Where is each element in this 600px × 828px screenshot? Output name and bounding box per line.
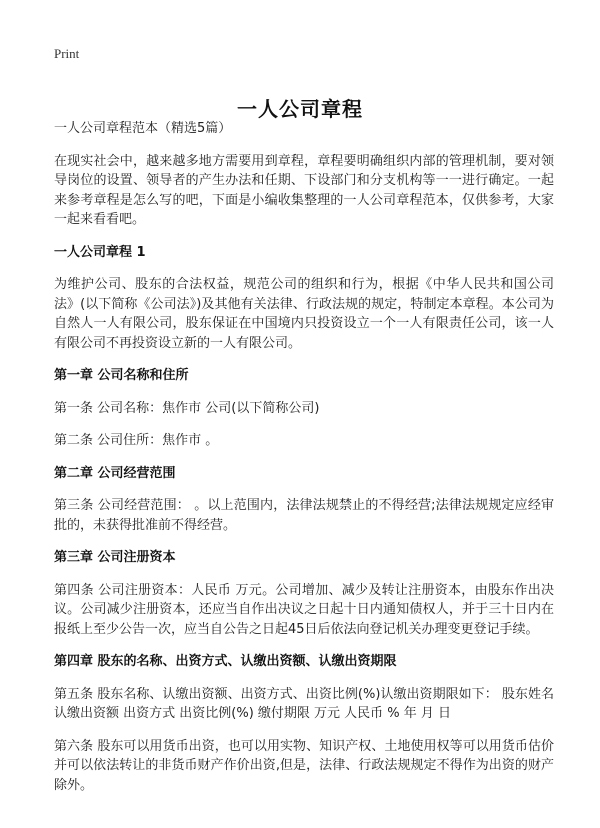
intro-paragraph: 在现实社会中，越来越多地方需要用到章程，章程要明确组织内部的管理机制，要对领导岗位的设置、领导者的产生办法和任期、下设部门和分支机构等一一进行确定。一起来参考章程是怎么写的吧，下面是小编收集整理的一人公司章程范本，仅供参考，大家一起来看看吧。 xyxy=(54,153,554,227)
chapter-3-heading: 第三章 公司注册资本 xyxy=(54,550,176,565)
document-body xyxy=(54,119,554,808)
chapter-2-heading: 第二章 公司经营范围 xyxy=(54,465,176,481)
article-3: 第三条 公司经营范围： 。以上范围内，法律法规禁止的不得经营;法律法规规定应经审批的，未获得批准前不得经营。 xyxy=(54,498,554,533)
article-5: 第五条 股东名称、认缴出资额、出资方式、出资比例(%)认缴出资期限如下： 股东姓名 认缴出资额 出资方式 出资比例(%) 缴付期限 万元 人民币 % 年 月 日 xyxy=(54,686,554,721)
article-4: 第四条 公司注册资本：人民币 万元。公司增加、减少及转让注册资本，由股东作出决议。公司减少注册资本，还应当自作出决议之日起十日内通知债权人，并于三十日内在报纸上至少公告一次，应当自公告之日起45日后依法向登记机关办理变更登记手续。 xyxy=(54,582,554,637)
print-label: Print xyxy=(54,46,80,61)
article-2: 第二条 公司住所：焦作市 。 xyxy=(54,433,219,448)
section-1-paragraph: 为维护公司、股东的合法权益，规范公司的组织和行为，根据《中华人民共和国公司法》(以下简称《公司法》)及其他有关法律、行政法规的规定，特制定本章程。本公司为自然人一人有限公司，股东保证在中国境内只投资设立一个一人有限责任公司，该一人有限公司不再投资设立新的一人有限公司。 xyxy=(54,277,554,351)
section-heading-1: 一人公司章程 1 xyxy=(54,244,146,260)
article-6: 第六条 股东可以用货币出资，也可以用实物、知识产权、土地使用权等可以用货币估价并可以依法转让的非货币财产作价出资,但是，法律、行政法规规定不得作为出资的财产除外。 xyxy=(54,738,554,793)
chapter-4-heading: 第四章 股东的名称、出资方式、认缴出资额、认缴出资期限 xyxy=(54,654,397,669)
page-title: 一人公司章程 xyxy=(237,97,363,122)
chapter-1-heading: 第一章 公司名称和住所 xyxy=(54,368,189,383)
article-1: 第一条 公司名称：焦作市 公司(以下简称公司) xyxy=(54,400,320,416)
document-subtitle: 一人公司章程范本（精选5篇） xyxy=(54,121,232,136)
